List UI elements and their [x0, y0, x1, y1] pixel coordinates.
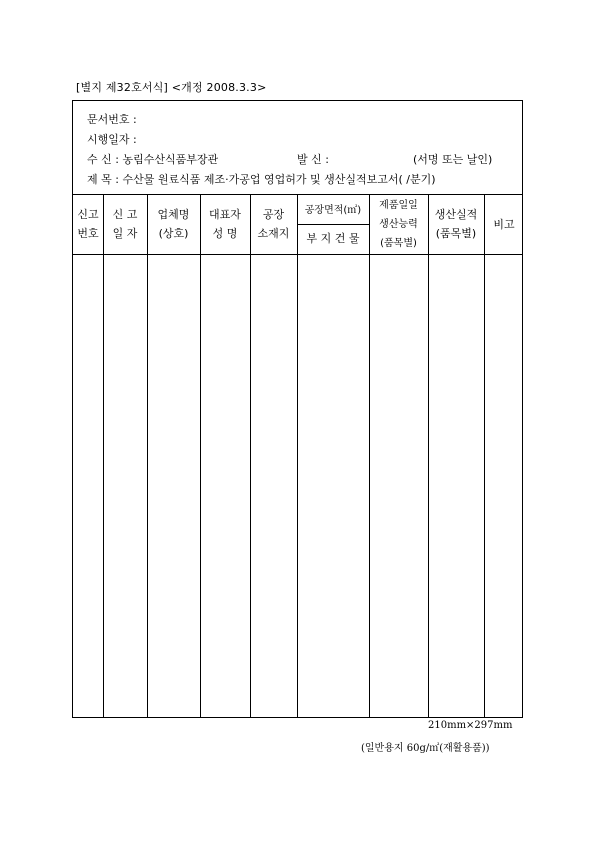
paper-type: (일반용지 60g/㎡(재활용품)) — [361, 743, 490, 754]
header-remarks: 비고 — [493, 218, 515, 231]
column-divider — [297, 195, 298, 717]
subject-line — [87, 171, 436, 187]
paper-size: 210mm×297mm — [428, 720, 513, 731]
subject-label: 제 목 : — [87, 173, 119, 186]
header-factory-area: 공장면적(㎡) — [304, 205, 362, 216]
date-label: 시행일자 : — [87, 133, 137, 146]
column-divider — [428, 195, 429, 717]
column-divider — [147, 195, 148, 717]
header-factory-location: 공장 소재지 — [257, 208, 290, 240]
area-subheader-divider — [297, 224, 369, 225]
recipient-line — [87, 151, 218, 167]
header-report-date: 신 고 일 자 — [112, 208, 138, 240]
sender-label: 발 신 : — [297, 153, 329, 166]
header-company-name: 업체명 (상호) — [157, 208, 190, 240]
table-header-divider — [73, 254, 522, 255]
header-representative: 대표자 성 명 — [209, 208, 241, 240]
recipient-value: 농림수산식품부장관 — [122, 153, 219, 166]
sign-label: (서명 또는 날인) — [413, 153, 493, 166]
doc-number-label: 문서번호 : — [87, 113, 137, 126]
column-divider — [250, 195, 251, 717]
header-production-record: 생산실적 (품목별) — [434, 208, 478, 240]
report-form — [72, 100, 523, 718]
header-report-number: 신고 번호 — [77, 208, 99, 240]
recipient-label: 수 신 : — [87, 153, 119, 166]
subject-value: 수산물 원료식품 제조·가공업 영업허가 및 생산실적보고서( /분기) — [122, 173, 436, 186]
column-divider — [103, 195, 104, 717]
column-divider — [369, 195, 370, 717]
form-title: [별지 제32호서식] <개정 2008.3.3> — [76, 81, 267, 94]
header-daily-capacity: 제품일일 생산능력 (품목별) — [379, 200, 418, 249]
column-divider — [484, 195, 485, 717]
form-header — [73, 101, 522, 195]
header-site-building: 부 지 건 물 — [306, 232, 360, 245]
column-divider — [200, 195, 201, 717]
